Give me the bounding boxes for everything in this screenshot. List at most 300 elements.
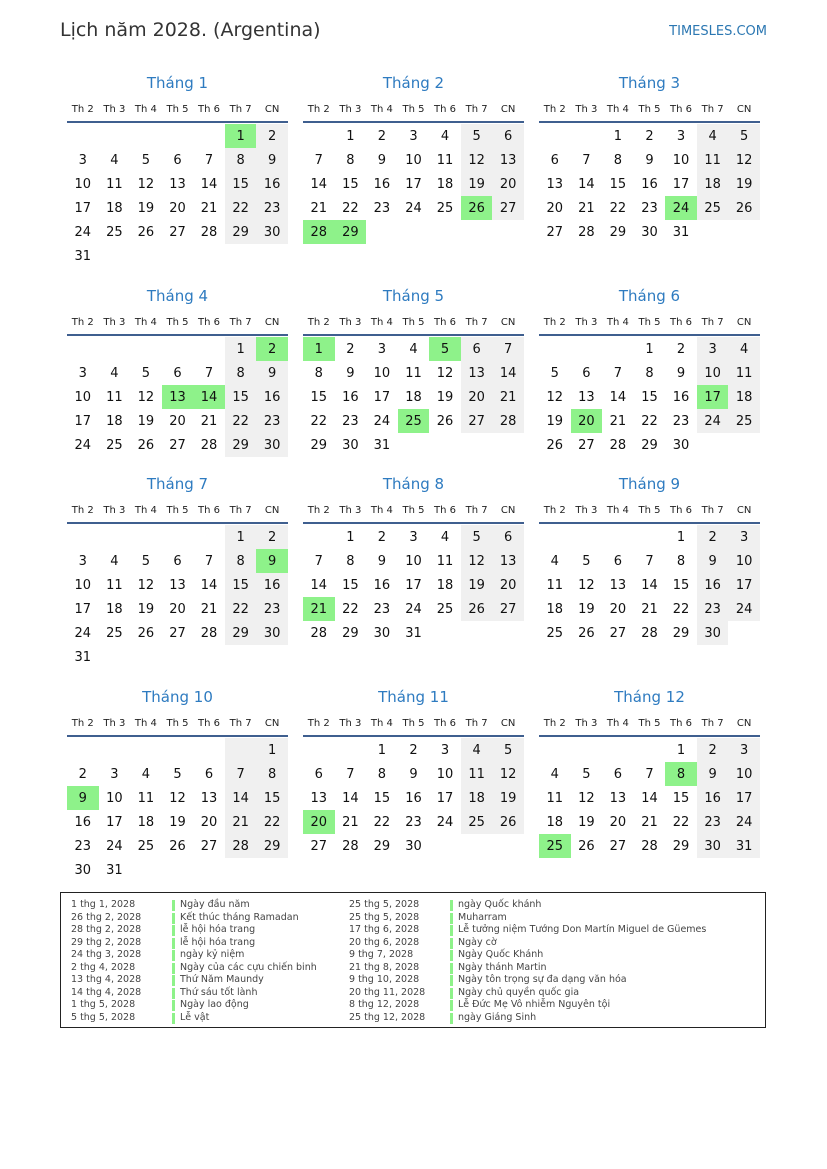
empty-cell [539, 738, 571, 762]
day-grid [303, 738, 524, 858]
holiday-item [349, 937, 706, 950]
holiday-item [71, 949, 317, 962]
holiday-name: Thứ Năm Maundy [180, 974, 264, 985]
day-cell: 12 [546, 389, 564, 405]
day-cell: 3 [78, 365, 87, 381]
day-cell: 7 [582, 152, 591, 168]
weekday-label: Th 2 [71, 103, 94, 115]
day-cell: 27 [546, 224, 564, 240]
day-cell: 27 [169, 224, 186, 240]
holiday-date: 29 thg 2, 2028 [71, 936, 142, 948]
month-title: Tháng 8 [382, 475, 445, 493]
day-cell: 23 [256, 597, 288, 621]
day-cell: 20 [169, 200, 186, 216]
holiday-name: ngày Quốc khánh [458, 899, 542, 910]
weekday-header [67, 498, 288, 524]
weekday-label: Th 3 [339, 504, 362, 516]
empty-cell [162, 738, 194, 762]
day-cell: 14 [641, 790, 658, 806]
day-cell: 13 [200, 790, 218, 806]
day-cell: 21 [578, 200, 595, 216]
day-cell: 17 [74, 601, 92, 617]
day-cell: 5 [141, 152, 151, 168]
holiday-name: Ngày của các cựu chiến binh [180, 961, 317, 973]
weekday-label: CN [264, 504, 280, 516]
empty-cell [99, 525, 131, 549]
day-grid [303, 337, 524, 457]
day-cell: 3 [440, 742, 450, 758]
day-cell: 12 [578, 577, 595, 593]
day-cell: 29 [225, 621, 257, 645]
day-cell: 11 [106, 389, 123, 405]
day-cell: 28 [200, 625, 218, 641]
day-cell: 15 [641, 389, 658, 405]
day-cell: 3 [110, 766, 119, 782]
day-cell: 28 [200, 437, 218, 453]
weekday-label: Th 4 [370, 316, 393, 328]
month-title: Tháng 12 [614, 688, 685, 706]
holiday-item [349, 1012, 706, 1025]
month-1 [67, 73, 288, 268]
day-cell: 11 [436, 152, 454, 168]
empty-cell [162, 525, 194, 549]
day-cell: 6 [613, 553, 623, 569]
weekday-label: Th 3 [575, 316, 598, 328]
holiday-item [349, 924, 706, 937]
day-cell: 30 [342, 437, 359, 453]
weekday-label: Th 2 [307, 103, 330, 115]
holiday-marker [172, 913, 175, 924]
day-cell: 14 [225, 786, 257, 810]
day-cell: 15 [310, 389, 328, 405]
weekday-label: Th 3 [339, 103, 362, 115]
day-cell: 29 [641, 437, 658, 453]
day-cell: 20 [609, 814, 627, 830]
month-11 [303, 687, 524, 858]
day-cell: 28 [225, 834, 257, 858]
weekday-label: Th 2 [307, 504, 330, 516]
day-cell: 10 [74, 389, 92, 405]
holiday-item [71, 937, 317, 950]
day-cell: 5 [492, 738, 524, 762]
day-cell: 7 [314, 152, 323, 168]
day-cell: 6 [173, 365, 182, 381]
weekday-label: Th 3 [103, 316, 126, 328]
weekday-label: Th 2 [71, 717, 94, 729]
day-cell: 17 [672, 176, 690, 192]
day-cell: 6 [550, 152, 559, 168]
day-grid [67, 124, 288, 268]
day-cell: 19 [728, 172, 760, 196]
day-cell: 1 [676, 742, 686, 758]
day-cell: 5 [582, 766, 591, 782]
day-cell: 29 [373, 838, 391, 854]
holiday-date: 8 thg 12, 2028 [349, 999, 420, 1010]
empty-cell [67, 738, 99, 762]
day-cell: 15 [672, 790, 690, 806]
day-cell: 21 [200, 200, 218, 216]
day-cell: 23 [697, 597, 729, 621]
day-cell: 19 [578, 601, 595, 617]
day-cell: 14 [310, 176, 328, 192]
weekday-header [539, 711, 760, 737]
day-cell: 1 [377, 742, 387, 758]
day-cell: 18 [461, 786, 493, 810]
day-cell: 10 [74, 176, 92, 192]
day-cell: 21 [641, 814, 658, 830]
empty-cell [193, 738, 225, 762]
day-cell: 21 [200, 601, 218, 617]
weekday-label: Th 5 [166, 504, 189, 516]
day-cell: 9 [256, 361, 288, 385]
day-cell: 28 [310, 625, 328, 641]
day-cell: 11 [137, 790, 155, 806]
day-cell: 16 [256, 573, 288, 597]
holiday-name: Lễ tưởng niệm Tướng Don Martín Miguel de Güemes [458, 924, 707, 935]
weekday-header [67, 310, 288, 336]
empty-cell [130, 337, 162, 361]
empty-cell [162, 337, 194, 361]
day-cell: 31 [106, 862, 123, 878]
day-cell: 12 [461, 549, 493, 573]
day-cell: 9 [697, 762, 729, 786]
day-cell: 6 [173, 152, 182, 168]
day-cell: 15 [342, 176, 359, 192]
day-cell: 19 [546, 413, 564, 429]
holiday-name: Lễ Đức Mẹ Vô nhiễm Nguyên tội [458, 999, 611, 1010]
day-cell: 4 [110, 152, 119, 168]
month-2 [303, 73, 524, 244]
day-cell: 16 [373, 176, 391, 192]
empty-cell [130, 124, 162, 148]
day-cell: 13 [578, 389, 595, 405]
day-cell: 10 [436, 766, 454, 782]
weekday-label: Th 3 [575, 504, 598, 516]
day-cell: 30 [74, 862, 92, 878]
weekday-label: Th 6 [434, 103, 457, 115]
day-cell: 3 [377, 341, 387, 357]
day-cell: 2 [377, 128, 387, 144]
weekday-label: Th 7 [701, 103, 724, 115]
day-cell: 7 [204, 152, 214, 168]
day-grid [303, 124, 524, 244]
day-cell: 22 [310, 413, 328, 429]
day-cell: 10 [697, 361, 729, 385]
day-cell: 25 [728, 409, 760, 433]
empty-cell [99, 738, 131, 762]
day-cell: 30 [641, 224, 658, 240]
holiday-marker [450, 950, 453, 961]
day-cell: 20 [492, 172, 524, 196]
holiday-marker [172, 950, 175, 961]
day-cell: 19 [578, 814, 595, 830]
holiday-date: 1 thg 5, 2028 [71, 999, 136, 1010]
day-cell: 8 [314, 365, 323, 381]
day-cell: 14 [492, 361, 524, 385]
day-cell: 3 [78, 152, 87, 168]
holiday-item [71, 912, 317, 925]
day-cell: 2 [645, 128, 654, 144]
empty-cell [602, 738, 634, 762]
day-cell: 1 [256, 738, 288, 762]
day-cell: 10 [405, 553, 422, 569]
holiday-date: 25 thg 5, 2028 [349, 911, 420, 923]
holiday-date: 25 thg 5, 2028 [349, 899, 420, 910]
empty-cell [634, 525, 666, 549]
weekday-label: Th 6 [670, 717, 693, 729]
day-cell: 26 [728, 196, 760, 220]
weekday-header [539, 97, 760, 123]
holiday-day: 13 [162, 385, 194, 409]
weekday-label: Th 3 [575, 103, 598, 115]
day-cell: 24 [728, 597, 760, 621]
month-title: Tháng 4 [146, 287, 209, 305]
day-cell: 16 [641, 176, 658, 192]
day-cell: 1 [346, 529, 355, 545]
day-cell: 4 [440, 128, 450, 144]
day-cell: 8 [256, 762, 288, 786]
day-cell: 2 [78, 766, 87, 782]
day-cell: 16 [697, 786, 729, 810]
weekday-label: Th 7 [465, 717, 488, 729]
day-cell: 12 [137, 389, 155, 405]
day-cell: 5 [461, 124, 493, 148]
day-cell: 14 [310, 577, 328, 593]
month-8 [303, 474, 524, 645]
day-cell: 15 [609, 176, 627, 192]
day-cell: 21 [225, 810, 257, 834]
day-cell: 21 [492, 385, 524, 409]
holiday-name: Muharram [458, 911, 507, 923]
empty-cell [193, 337, 225, 361]
day-cell: 9 [256, 148, 288, 172]
day-cell: 13 [169, 577, 186, 593]
day-cell: 5 [141, 365, 151, 381]
day-cell: 28 [609, 437, 627, 453]
day-cell: 23 [256, 409, 288, 433]
day-cell: 20 [169, 413, 186, 429]
day-cell: 11 [697, 148, 729, 172]
holiday-item [349, 999, 706, 1012]
holiday-day: 21 [303, 597, 335, 621]
day-cell: 11 [461, 762, 493, 786]
holiday-date: 9 thg 7, 2028 [349, 949, 414, 960]
day-cell: 24 [728, 810, 760, 834]
day-cell: 25 [546, 625, 564, 641]
day-cell: 18 [546, 601, 564, 617]
weekday-label: Th 5 [638, 103, 661, 115]
day-cell: 15 [342, 577, 359, 593]
weekday-label: Th 6 [670, 504, 693, 516]
holiday-date: 26 thg 2, 2028 [71, 911, 142, 923]
holiday-marker [450, 913, 453, 924]
holiday-date: 28 thg 2, 2028 [71, 924, 142, 935]
holiday-marker [172, 1000, 175, 1011]
weekday-label: Th 3 [103, 717, 126, 729]
day-cell: 22 [609, 200, 627, 216]
day-cell: 31 [74, 649, 92, 665]
holiday-date: 5 thg 5, 2028 [71, 1011, 136, 1023]
day-cell: 12 [728, 148, 760, 172]
day-cell: 29 [310, 437, 328, 453]
weekday-label: Th 3 [103, 504, 126, 516]
day-cell: 3 [409, 128, 418, 144]
weekday-label: Th 3 [103, 103, 126, 115]
holiday-day: 25 [539, 834, 571, 858]
day-cell: 22 [256, 810, 288, 834]
day-cell: 28 [578, 224, 595, 240]
day-grid [539, 738, 760, 858]
weekday-label: CN [500, 717, 516, 729]
day-cell: 4 [550, 553, 559, 569]
empty-cell [67, 525, 99, 549]
day-cell: 2 [256, 124, 288, 148]
day-cell: 4 [110, 553, 119, 569]
holiday-name: Kết thúc tháng Ramadan [180, 911, 299, 923]
day-cell: 18 [106, 413, 123, 429]
day-cell: 6 [204, 766, 214, 782]
day-cell: 1 [346, 128, 355, 144]
weekday-label: CN [264, 316, 280, 328]
month-7 [67, 474, 288, 669]
day-cell: 16 [697, 573, 729, 597]
holiday-item [71, 999, 317, 1012]
holiday-day: 25 [398, 409, 430, 433]
day-cell: 18 [546, 814, 564, 830]
weekday-label: Th 4 [134, 717, 157, 729]
weekday-header [539, 310, 760, 336]
day-cell: 16 [256, 172, 288, 196]
holiday-day: 20 [571, 409, 603, 433]
month-title: Tháng 11 [378, 688, 449, 706]
holiday-day: 28 [303, 220, 335, 244]
weekday-header [303, 97, 524, 123]
month-title: Tháng 6 [618, 287, 681, 305]
weekday-label: CN [736, 103, 752, 115]
day-cell: 7 [346, 766, 355, 782]
day-cell: 31 [74, 248, 92, 264]
day-cell: 13 [461, 361, 493, 385]
day-cell: 24 [436, 814, 454, 830]
day-cell: 12 [461, 148, 493, 172]
day-cell: 16 [74, 814, 92, 830]
day-cell: 9 [409, 766, 418, 782]
weekday-label: Th 3 [575, 717, 598, 729]
holiday-day: 9 [256, 549, 288, 573]
day-cell: 31 [405, 625, 422, 641]
day-cell: 3 [78, 553, 87, 569]
day-cell: 9 [697, 549, 729, 573]
day-cell: 4 [409, 341, 418, 357]
holiday-date: 1 thg 1, 2028 [71, 899, 136, 910]
holiday-item [71, 1012, 317, 1025]
day-cell: 4 [461, 738, 493, 762]
holiday-item [349, 899, 706, 912]
day-cell: 9 [377, 553, 387, 569]
day-cell: 27 [169, 437, 186, 453]
day-cell: 19 [461, 172, 493, 196]
day-cell: 16 [342, 389, 359, 405]
holiday-column-2 [349, 899, 706, 1024]
holiday-marker [172, 975, 175, 986]
weekday-label: Th 4 [606, 504, 629, 516]
day-cell: 5 [728, 124, 760, 148]
day-cell: 29 [225, 433, 257, 457]
holiday-day: 9 [67, 786, 99, 810]
weekday-header [303, 498, 524, 524]
weekday-label: Th 7 [465, 316, 488, 328]
holiday-column-1 [71, 899, 317, 1024]
holiday-date: 25 thg 12, 2028 [349, 1011, 426, 1023]
holiday-marker [450, 925, 453, 936]
empty-cell [130, 525, 162, 549]
day-cell: 30 [256, 433, 288, 457]
day-cell: 9 [676, 365, 686, 381]
weekday-label: Th 2 [71, 504, 94, 516]
weekday-label: Th 4 [606, 717, 629, 729]
day-cell: 10 [373, 365, 391, 381]
day-cell: 22 [225, 597, 257, 621]
weekday-label: CN [736, 316, 752, 328]
empty-cell [571, 738, 603, 762]
holiday-item [71, 962, 317, 975]
day-cell: 31 [672, 224, 690, 240]
day-cell: 22 [373, 814, 391, 830]
day-cell: 26 [436, 413, 454, 429]
holiday-date: 17 thg 6, 2028 [349, 924, 420, 935]
month-4 [67, 286, 288, 457]
day-cell: 28 [200, 224, 218, 240]
day-cell: 29 [672, 838, 690, 854]
day-cell: 20 [200, 814, 218, 830]
holiday-date: 20 thg 6, 2028 [349, 936, 420, 948]
holiday-marker [450, 900, 453, 911]
day-cell: 20 [169, 601, 186, 617]
day-cell: 20 [461, 385, 493, 409]
holiday-item [349, 912, 706, 925]
day-cell: 8 [346, 152, 355, 168]
day-cell: 18 [137, 814, 155, 830]
weekday-label: Th 5 [402, 717, 425, 729]
day-cell: 8 [346, 553, 355, 569]
day-cell: 26 [578, 625, 595, 641]
holiday-marker [172, 963, 175, 974]
weekday-label: Th 7 [229, 103, 252, 115]
day-cell: 25 [137, 838, 155, 854]
day-cell: 7 [204, 553, 214, 569]
empty-cell [99, 124, 131, 148]
holiday-item [349, 962, 706, 975]
site-link[interactable]: TIMESLES.COM [669, 24, 767, 39]
day-cell: 23 [405, 814, 422, 830]
empty-cell [539, 337, 571, 361]
day-cell: 19 [137, 200, 155, 216]
day-cell: 30 [405, 838, 422, 854]
empty-cell [303, 525, 335, 549]
holiday-name: Ngày tôn trọng sự đa dạng văn hóa [458, 974, 627, 985]
day-cell: 29 [256, 834, 288, 858]
holiday-name: Lễ vật [180, 1011, 210, 1023]
day-cell: 13 [310, 790, 328, 806]
day-cell: 24 [74, 625, 92, 641]
day-cell: 8 [645, 365, 654, 381]
weekday-label: Th 4 [134, 504, 157, 516]
day-grid [303, 525, 524, 645]
day-cell: 5 [461, 525, 493, 549]
weekday-label: Th 7 [229, 717, 252, 729]
weekday-label: CN [264, 103, 280, 115]
weekday-label: Th 2 [543, 316, 566, 328]
